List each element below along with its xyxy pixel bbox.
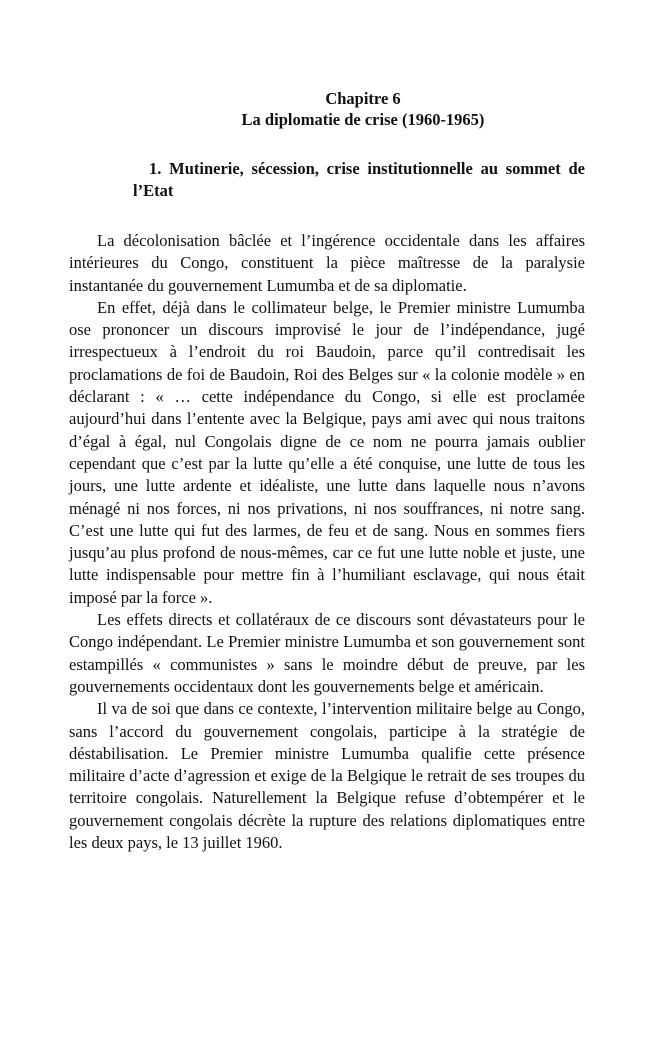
body-text xyxy=(69,230,585,854)
book-page xyxy=(69,88,585,854)
paragraph-3: Les effets directs et collatéraux de ce discours sont dévastateurs pour le Congo indépendant. Le Premier ministre Lumumba et son gouvernement sont estampillés « communistes » sans le moindre début de preuve, par les gouvernements occidentaux dont les gouvernements belge et américain. xyxy=(69,610,585,696)
paragraph-2: En effet, déjà dans le collimateur belge, le Premier ministre Lumumba ose prononcer un discours improvisé le jour de l’indépendance, jugé irrespectueux à l’endroit du roi Baudoin, parce qu’il contredisait les proclamations de foi de Baudoin, Roi des Belges sur « la colonie modèle » en déclarant : « … cette indépendance du Congo, si elle est proclamée aujourd’hui dans l’entente avec la Belgique, pays ami avec qui nous traitons d’égal à égal, nul Congolais digne de ce nom ne pourra jamais oublier cependant que c’est par la lutte qu’elle a été conquise, une lutte de tous les jours, une lutte ardente et idéaliste, une lutte dans laquelle nous n’avons ménagé ni nos forces, ni nos privations, ni nos souffrances, ni notre sang. C’est une lutte qui fut des larmes, de feu et de sang. Nous en sommes fiers jusqu’au plus profond de nous-mêmes, car ce fut une lutte noble et juste, une lutte indispensable pour mettre fin à l’humiliant esclavage, qui nous était imposé par la force ». xyxy=(69,297,585,607)
paragraph-4: Il va de soi que dans ce contexte, l’intervention militaire belge au Congo, sans l’accord du gouvernement congolais, participe à la stratégie de déstabilisation. Le Premier ministre Lumumba qualifie cette présence militaire d’acte d’agression et exige de la Belgique le retrait de ses troupes du territoire congolais. Naturellement la Belgique refuse d’obtempérer et le gouvernement congolais décrète la rupture des relations diplomatiques entre les deux pays, le 13 juillet 1960. xyxy=(69,699,585,853)
chapter-number: Chapitre 6 xyxy=(325,89,401,108)
chapter-title: La diplomatie de crise (1960-1965) xyxy=(241,110,485,129)
paragraph-1: La décolonisation bâclée et l’ingérence occidentale dans les affaires intérieures du Congo, constituent la pièce maîtresse de la paralysie instantanée du gouvernement Lumumba et de sa diplomatie. xyxy=(69,231,585,295)
section-heading: 1. Mutinerie, sécession, crise institutionnelle au sommet de l’Etat xyxy=(133,159,585,200)
